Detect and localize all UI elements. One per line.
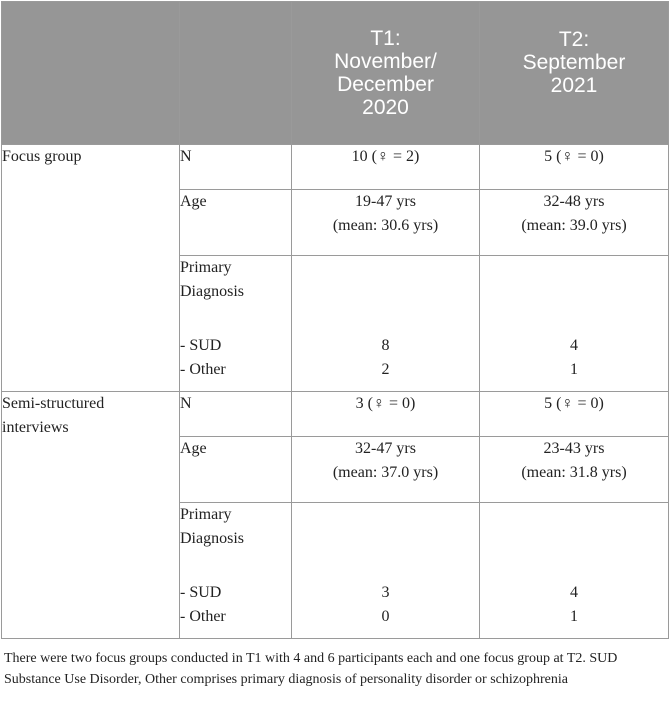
header-row <box>2 2 669 145</box>
value-t2: 5 (♀ = 0) <box>480 145 669 190</box>
header-t1-line: November/ <box>334 50 437 73</box>
table-row <box>2 392 669 437</box>
header-t2 <box>480 2 669 145</box>
header-cell-empty-2 <box>180 2 292 145</box>
category-diagnosis: Primary Diagnosis - SUD - Other <box>180 256 292 392</box>
header-t2-line: T2: <box>558 27 590 51</box>
participants-table <box>1 1 669 639</box>
category-diagnosis: Primary Diagnosis - SUD - Other <box>180 503 292 639</box>
sub-label-other: - Other <box>180 608 226 625</box>
value-t2: 4 1 <box>480 503 669 639</box>
sub-label-sud: - SUD <box>180 584 222 601</box>
value-t2: 4 1 <box>480 256 669 392</box>
value-t1: 32-47 yrs (mean: 37.0 yrs) <box>292 437 480 503</box>
category-age: Age <box>180 437 292 503</box>
category-n: N <box>180 392 292 437</box>
category-age: Age <box>180 190 292 256</box>
value-t1: 3 (♀ = 0) <box>292 392 480 437</box>
header-t1-line: December <box>337 73 434 96</box>
header-t1-line: 2020 <box>362 96 409 119</box>
table-footnote: There were two focus groups conducted in T1 with 4 and 6 participants each and one focus group at T2. SUD Substance Use Disorder, Other comprises primary diagnosis of personality disorder or schizophrenia <box>4 651 618 687</box>
value-t1: 19-47 yrs (mean: 30.6 yrs) <box>292 190 480 256</box>
value-t1: 10 (♀ = 2) <box>292 145 480 190</box>
group-label-focus: Focus group <box>2 145 180 392</box>
group-label-interviews: Semi-structured interviews <box>2 392 180 639</box>
category-n: N <box>180 145 292 190</box>
header-t2-line: September <box>522 50 626 74</box>
table-row <box>2 145 669 190</box>
header-cell-empty-1 <box>2 2 180 145</box>
sub-label-sud: - SUD <box>180 337 222 354</box>
header-t1 <box>292 2 480 145</box>
header-t2-line: 2021 <box>550 73 598 97</box>
value-t2: 23-43 yrs (mean: 31.8 yrs) <box>480 437 669 503</box>
value-t1: 8 2 <box>292 256 480 392</box>
sub-label-other: - Other <box>180 361 226 378</box>
value-t2: 5 (♀ = 0) <box>480 392 669 437</box>
header-t1-line: T1: <box>370 27 401 50</box>
value-t2: 32-48 yrs (mean: 39.0 yrs) <box>480 190 669 256</box>
value-t1: 3 0 <box>292 503 480 639</box>
